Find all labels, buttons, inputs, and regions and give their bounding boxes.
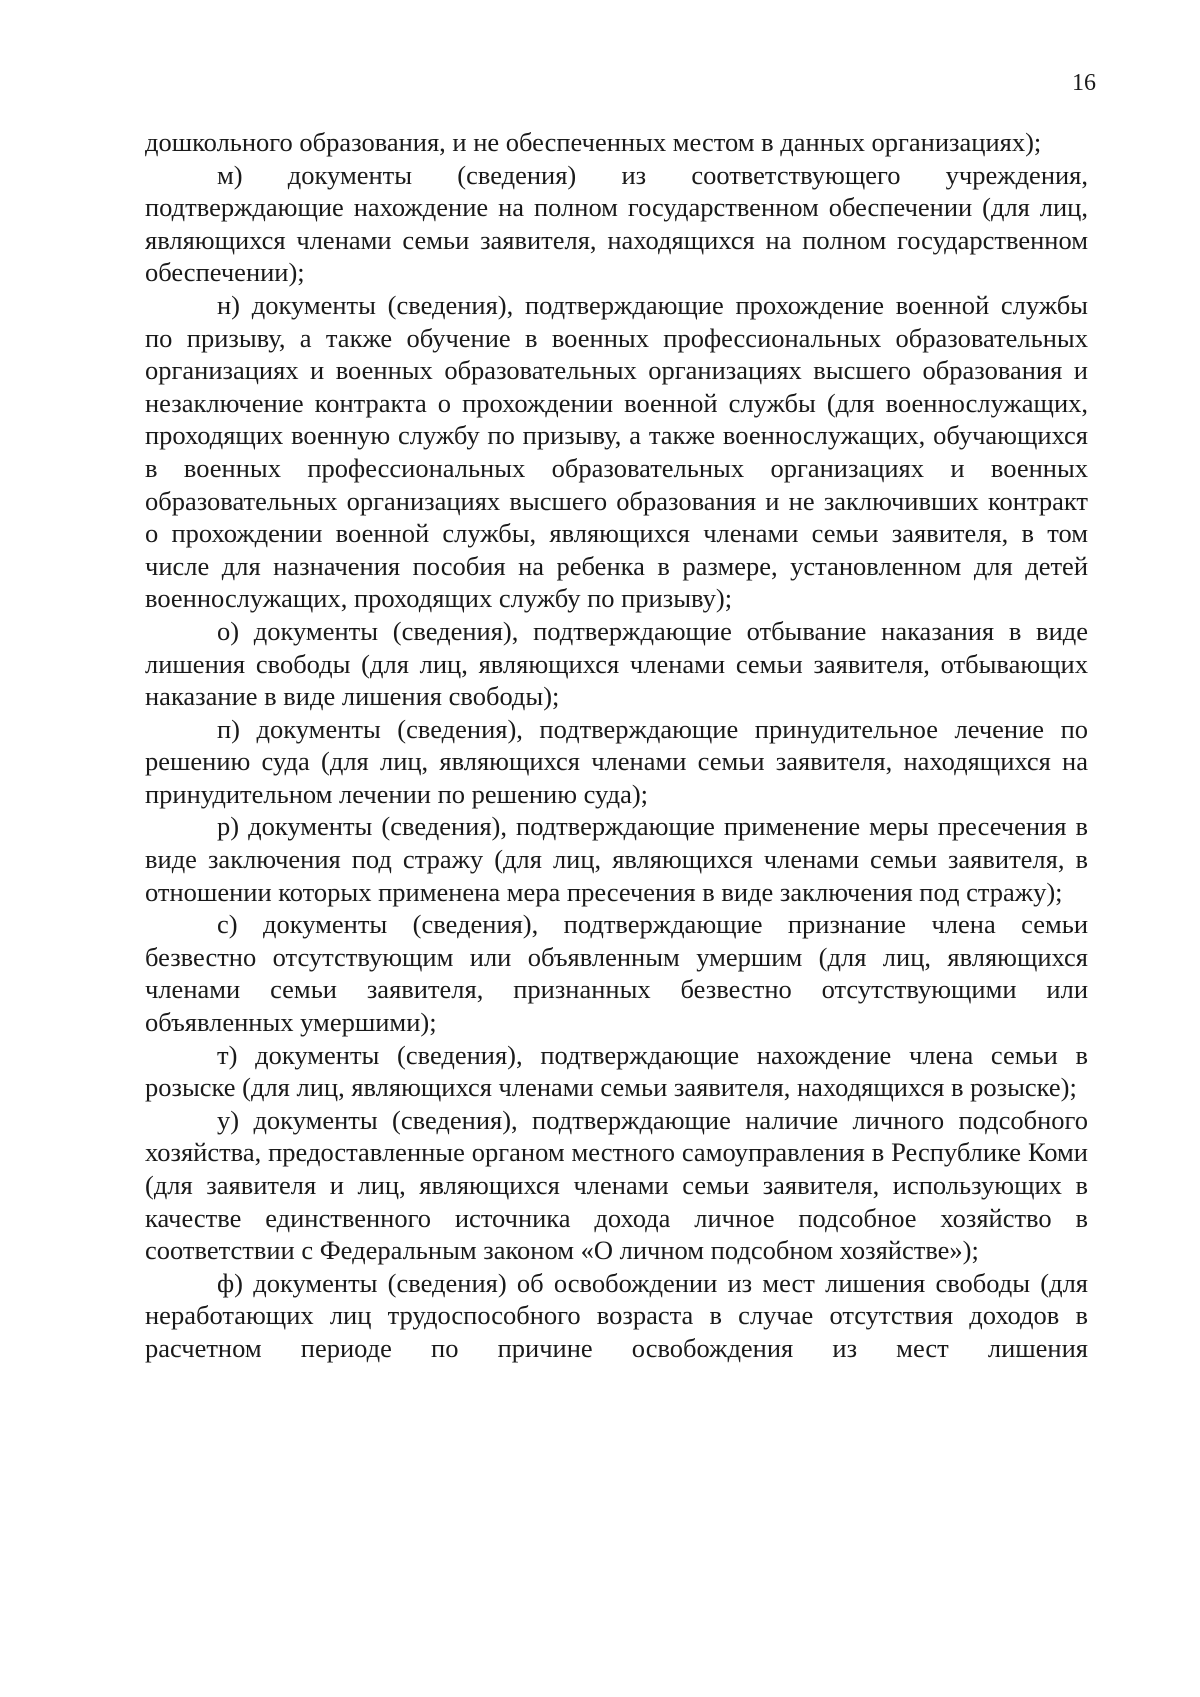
paragraph-item-n: н) документы (сведения), подтверждающие прохождение военной службы по призыву, а также обучение в военных профессиональных образовательных организациях и военных образовательных организациях высшего образования и незаключение контракта о прохождении военной службы (для военнослужащих, проходящих военную службу по призыву, а также военнослужащих, обучающихся в военных профессиональных образовательных организациях и военных образовательных организациях высшего образования и не заключивших контракт о прохождении военной службы, являющихся членами семьи заявителя, в том числе для назначения пособия на ребенка в размере, установленном для детей военнослужащих, проходящих службу по призыву); (145, 289, 1088, 614)
paragraph-item-p: п) документы (сведения), подтверждающие принудительное лечение по решению суда (для лиц, являющихся членами семьи заявителя, находящихся на принудительном лечении по решению суда); (145, 713, 1088, 809)
paragraph-continued: дошкольного образования, и не обеспеченных местом в данных организациях); (145, 127, 1042, 157)
paragraph-item-m: м) документы (сведения) из соответствующего учреждения, подтверждающие нахождение на полном государственном обеспечении (для лиц, являющихся членами семьи заявителя, находящихся на полном государственном обеспечении); (145, 159, 1088, 288)
page-number: 16 (1072, 70, 1096, 96)
paragraph-item-r: р) документы (сведения), подтверждающие применение меры пресечения в виде заключения под стражу (для лиц, являющихся членами семьи заявителя, в отношении которых применена мера пресечения в виде заключения под стражу); (145, 811, 1088, 907)
paragraph-item-s: с) документы (сведения), подтверждающие признание члена семьи безвестно отсутствующим или объявленным умершим (для лиц, являющихся членами семьи заявителя, признанных безвестно отсутствующими или объявленных умершими); (145, 909, 1088, 1038)
paragraph-item-o: о) документы (сведения), подтверждающие отбывание наказания в виде лишения свободы (для лиц, являющихся членами семьи заявителя, отбывающих наказание в виде лишения свободы); (145, 615, 1088, 712)
document-body (145, 126, 1088, 1365)
paragraph-item-t: т) документы (сведения), подтверждающие нахождение члена семьи в розыске (для лиц, являющихся членами семьи заявителя, находящихся в розыске); (145, 1039, 1088, 1103)
paragraph-item-f: ф) документы (сведения) об освобождении из мест лишения свободы (для неработающих лиц трудоспособного возраста в случае отсутствия доходов в расчетном периоде по причине освобождения из мест лишения (145, 1267, 1088, 1363)
paragraph-item-u: у) документы (сведения), подтверждающие наличие личного подсобного хозяйства, предоставленные органом местного самоуправления в Республике Коми (для заявителя и лиц, являющихся членами семьи заявителя, использующих в качестве единственного источника дохода личное подсобное хозяйство в соответствии с Федеральным законом «О личном подсобном хозяйстве»); (145, 1104, 1088, 1266)
